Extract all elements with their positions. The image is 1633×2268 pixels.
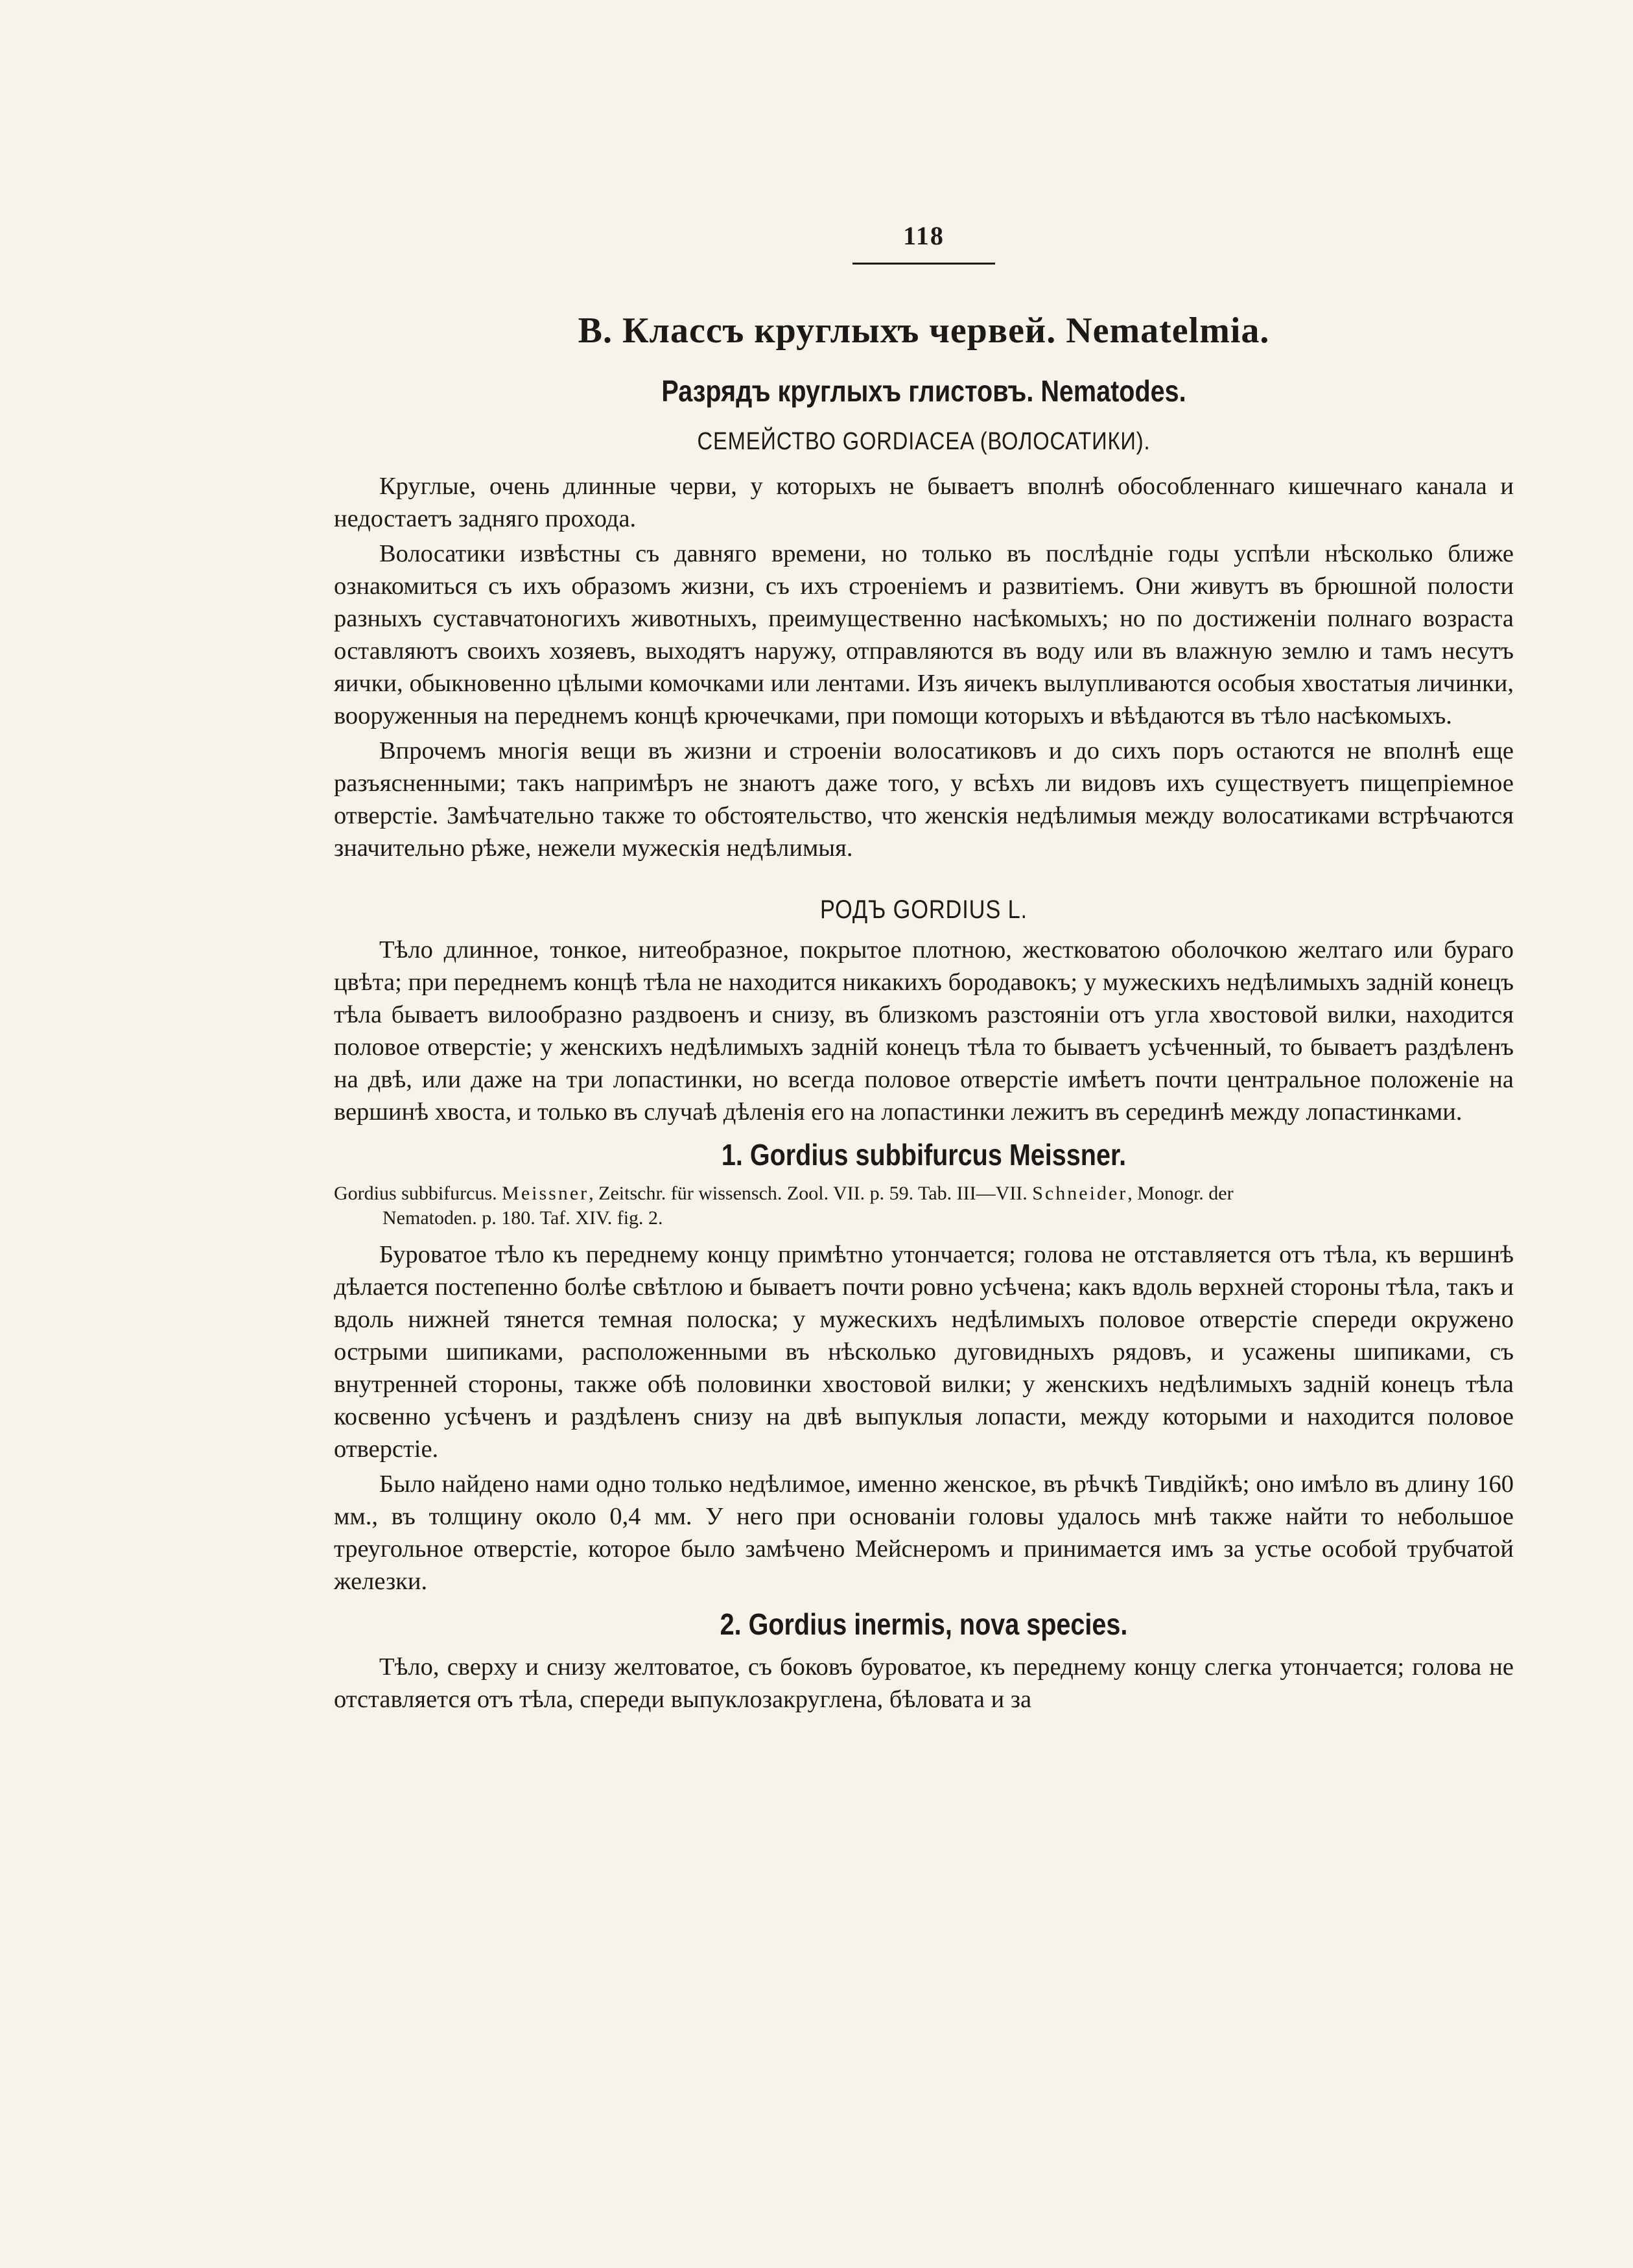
genus-heading: РОДЪ GORDIUS L. (820, 895, 1028, 924)
species-1-heading: 1. Gordius subbifurcus Meissner. (721, 1138, 1127, 1172)
page-number: 118 (852, 220, 995, 265)
family-paragraph: Круглые, очень длинные черви, у которыхъ не бываетъ вполнѣ обособленнаго кишечнаго канала и недостаетъ задняго прохода. (334, 473, 1514, 532)
synonymy-line: Nematoden. p. 180. Taf. XIV. fig. 2. (382, 1207, 663, 1229)
genus-description: Тѣло длинное, тонкое, нитеобразное, покрытое плотною, жестковатою оболочкою желтаго или бураго цвѣта; при переднемъ концѣ тѣла не находится никакихъ бородавокъ; у мужескихъ недѣлимыхъ задній конецъ тѣла бываетъ вилообразно раздвоенъ и снизу, въ близкомъ разстояніи отъ угла хвостовой вилки, находится половое отверстіе; у женскихъ недѣлимыхъ задній конецъ тѣла то бываетъ усѣченный, то бываетъ раздѣленъ на двѣ, или даже на три лопастинки, но всегда половое отверстіе имѣетъ почти центральное положеніе на вершинѣ хвоста, и только въ случаѣ дѣленія его на лопастинки лежитъ въ серединѣ между лопастинками. (334, 936, 1514, 1126)
book-page (334, 220, 1514, 1716)
synonymy-line (334, 1181, 1514, 1206)
synonymy-reference: , Zeitschr. für wissensch. Zool. VII. p. 59. Tab. III—VII. (589, 1183, 1028, 1204)
class-heading: В. Классъ круглыхъ червей. Nematelmia. (578, 311, 1270, 351)
synonymy-author: Meissner (502, 1183, 589, 1204)
species-1-paragraph: Буроватое тѣло къ переднему концу примѣтно утончается; голова не отставляется отъ тѣла, къ вершинѣ дѣлается постепенно болѣе свѣтлою и бываетъ почти ровно усѣчена; какъ вдоль верхней стороны тѣла, такъ и вдоль нижней тянется темная полоска; у мужескихъ недѣлимыхъ половое отверстіе спереди окружено острыми шипиками, расположенными въ нѣсколько дуговидныхъ рядовъ, и усажены шипиками, съ внутренней стороны, также обѣ половинки хвостовой вилки; у женскихъ недѣлимыхъ задній конецъ тѣла косвенно усѣченъ и раздѣленъ снизу на двѣ выпуклыя лопасти, между которыми и находится половое отверстіе. (334, 1241, 1514, 1463)
family-description (334, 470, 1514, 864)
family-paragraph: Волосатики извѣстны съ давняго времени, но только въ послѣдніе годы успѣли нѣсколько ближе ознакомиться съ ихъ образомъ жизни, съ ихъ строеніемъ и развитіемъ. Они живутъ въ брюшной полости разныхъ суставчатоногихъ животныхъ, преимущественно насѣкомыхъ; но по достиженіи полнаго возраста оставляютъ своихъ хозяевъ, выходятъ наружу, отправляются въ воду или въ влажную землю и тамъ несутъ яички, обыкновенно цѣлыми комочками или лентами. Изъ яичекъ вылупливаются особыя хвостатыя личинки, вооруженныя на переднемъ концѣ крючечками, при помощи которыхъ и вѣѣдаются въ тѣло насѣкомыхъ. (334, 540, 1514, 729)
species-2-paragraph: Тѣло, сверху и снизу желтоватое, съ боковъ буроватое, къ переднему концу слегка утончается; голова не отставляется отъ тѣла, спереди выпуклозакруглена, бѣловата и за (334, 1653, 1514, 1713)
species-2-heading: 2. Gordius inermis, nova species. (720, 1607, 1128, 1641)
synonymy-name: Gordius subbifurcus. (334, 1183, 497, 1204)
synonymy-reference: , Monogr. der (1127, 1183, 1234, 1204)
order-heading: Разрядъ круглыхъ глистовъ. Nematodes. (661, 374, 1186, 408)
synonymy-author: Schneider (1032, 1183, 1128, 1204)
family-heading: СЕМЕЙСТВО GORDIACEA (ВОЛОСАТИКИ). (697, 428, 1151, 455)
species-1-synonymy (334, 1181, 1514, 1231)
species-1-paragraph: Было найдено нами одно только недѣлимое, именно женское, въ рѣчкѣ Тивдійкѣ; оно имѣло въ длину 160 мм., въ толщину около 0,4 мм. У него при основаніи головы удалось мнѣ также найти то небольшое треугольное отверстіе, которое было замѣчено Мейснеромъ и принимается имъ за устье особой трубчатой железки. (334, 1471, 1514, 1595)
family-paragraph: Впрочемъ многія вещи въ жизни и строеніи волосатиковъ и до сихъ поръ остаются не вполнѣ еще разъясненными; такъ напримѣръ не знаютъ даже того, у всѣхъ ли видовъ ихъ существуетъ пищепріемное отверстіе. Замѣчательно также то обстоятельство, что женскія недѣлимыя между волосатиками встрѣчаются значительно рѣже, нежели мужескія недѣлимыя. (334, 737, 1514, 862)
